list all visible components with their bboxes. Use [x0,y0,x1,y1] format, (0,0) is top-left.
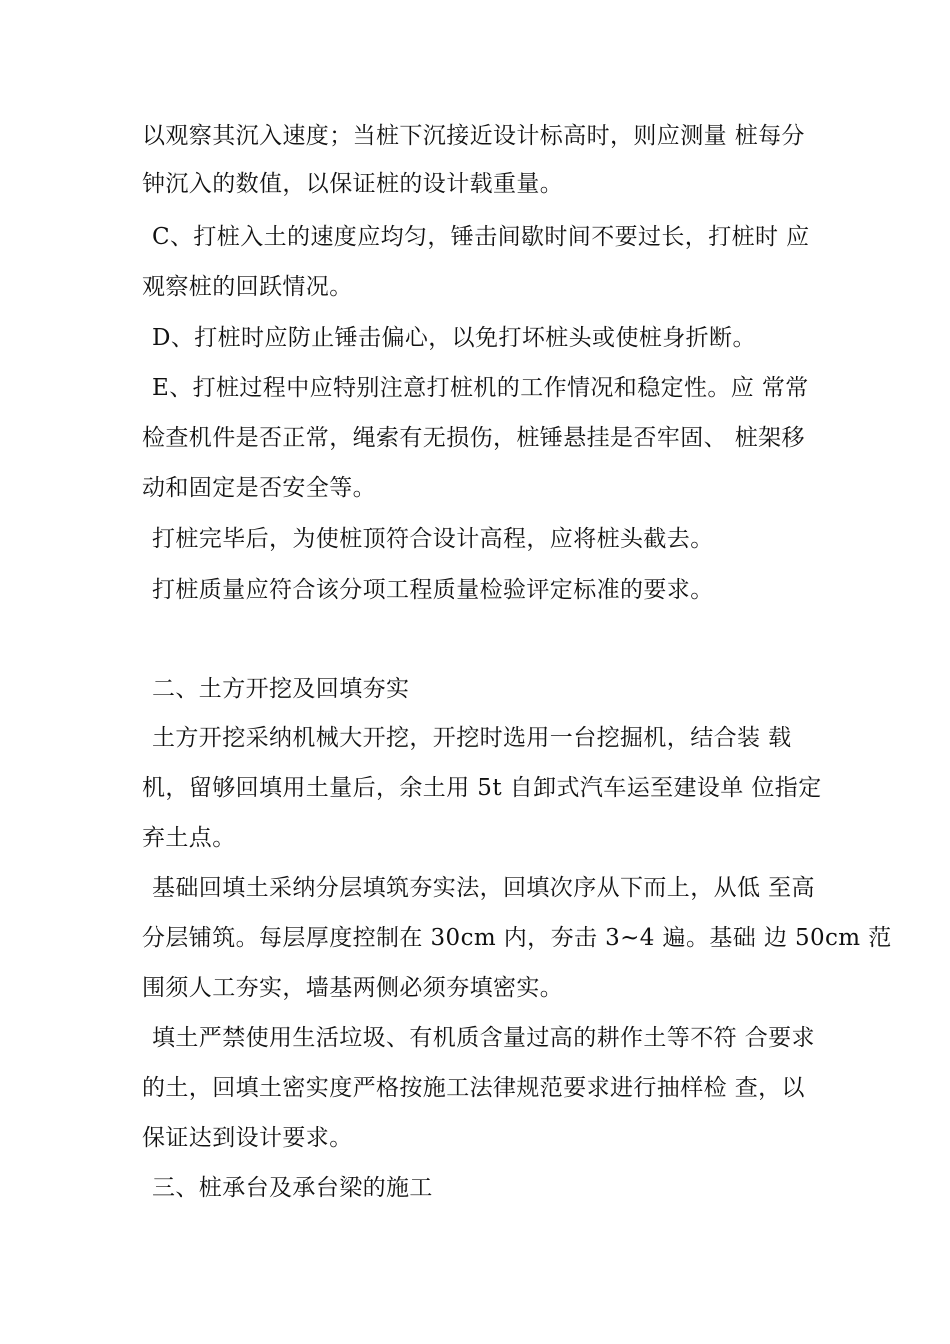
text-line: 钟沉入的数值，以保证桩的设计载重量。 [142,171,564,197]
text-line: 动和固定是否安全等。 [142,475,376,501]
text-line: D、打桩时应防止锤击偏心，以免打坏桩头或使桩身折断。 [152,325,756,351]
text-line: 填土严禁使用生活垃圾、有机质含量过高的耕作土等不符 合要求 [152,1025,815,1051]
text-line: 保证达到设计要求。 [142,1125,353,1151]
text-line: 检查机件是否正常，绳索有无损伤，桩锤悬挂是否牢固、 桩架移 [142,425,805,451]
text-line: 以观察其沉入速度；当桩下沉接近设计标高时，则应测量 桩每分 [142,123,805,149]
text-line: 土方开挖采纳机械大开挖，开挖时选用一台挖掘机，结合装 载 [152,725,792,751]
text-line: C、打桩入土的速度应均匀，锤击间歇时间不要过长，打桩时 应 [152,224,810,250]
text-line: 的土，回填土密实度严格按施工法律规范要求进行抽样检 查，以 [142,1075,805,1101]
text-line: 围须人工夯实，墙基两侧必须夯填密实。 [142,975,564,1001]
text-line: E、打桩过程中应特别注意打桩机的工作情况和稳定性。应 常常 [152,375,809,401]
text-line: 弃土点。 [142,825,236,851]
text-line: 机，留够回填用土量后，余土用 5t 自卸式汽车运至建设单 位指定 [142,775,822,801]
text-line: 分层铺筑。每层厚度控制在 30cm 内，夯击 3~4 遍。基础 边 50cm 范 [142,925,892,951]
text-line: 观察桩的回跃情况。 [142,274,353,300]
section-heading: 三、桩承台及承台梁的施工 [152,1175,433,1201]
text-line: 打桩质量应符合该分项工程质量检验评定标准的要求。 [152,577,714,603]
text-line: 打桩完毕后，为使桩顶符合设计高程，应将桩头截去。 [152,526,714,552]
section-heading: 二、土方开挖及回填夯实 [152,676,410,702]
text-line: 基础回填土采纳分层填筑夯实法，回填次序从下而上，从低 至高 [152,875,815,901]
